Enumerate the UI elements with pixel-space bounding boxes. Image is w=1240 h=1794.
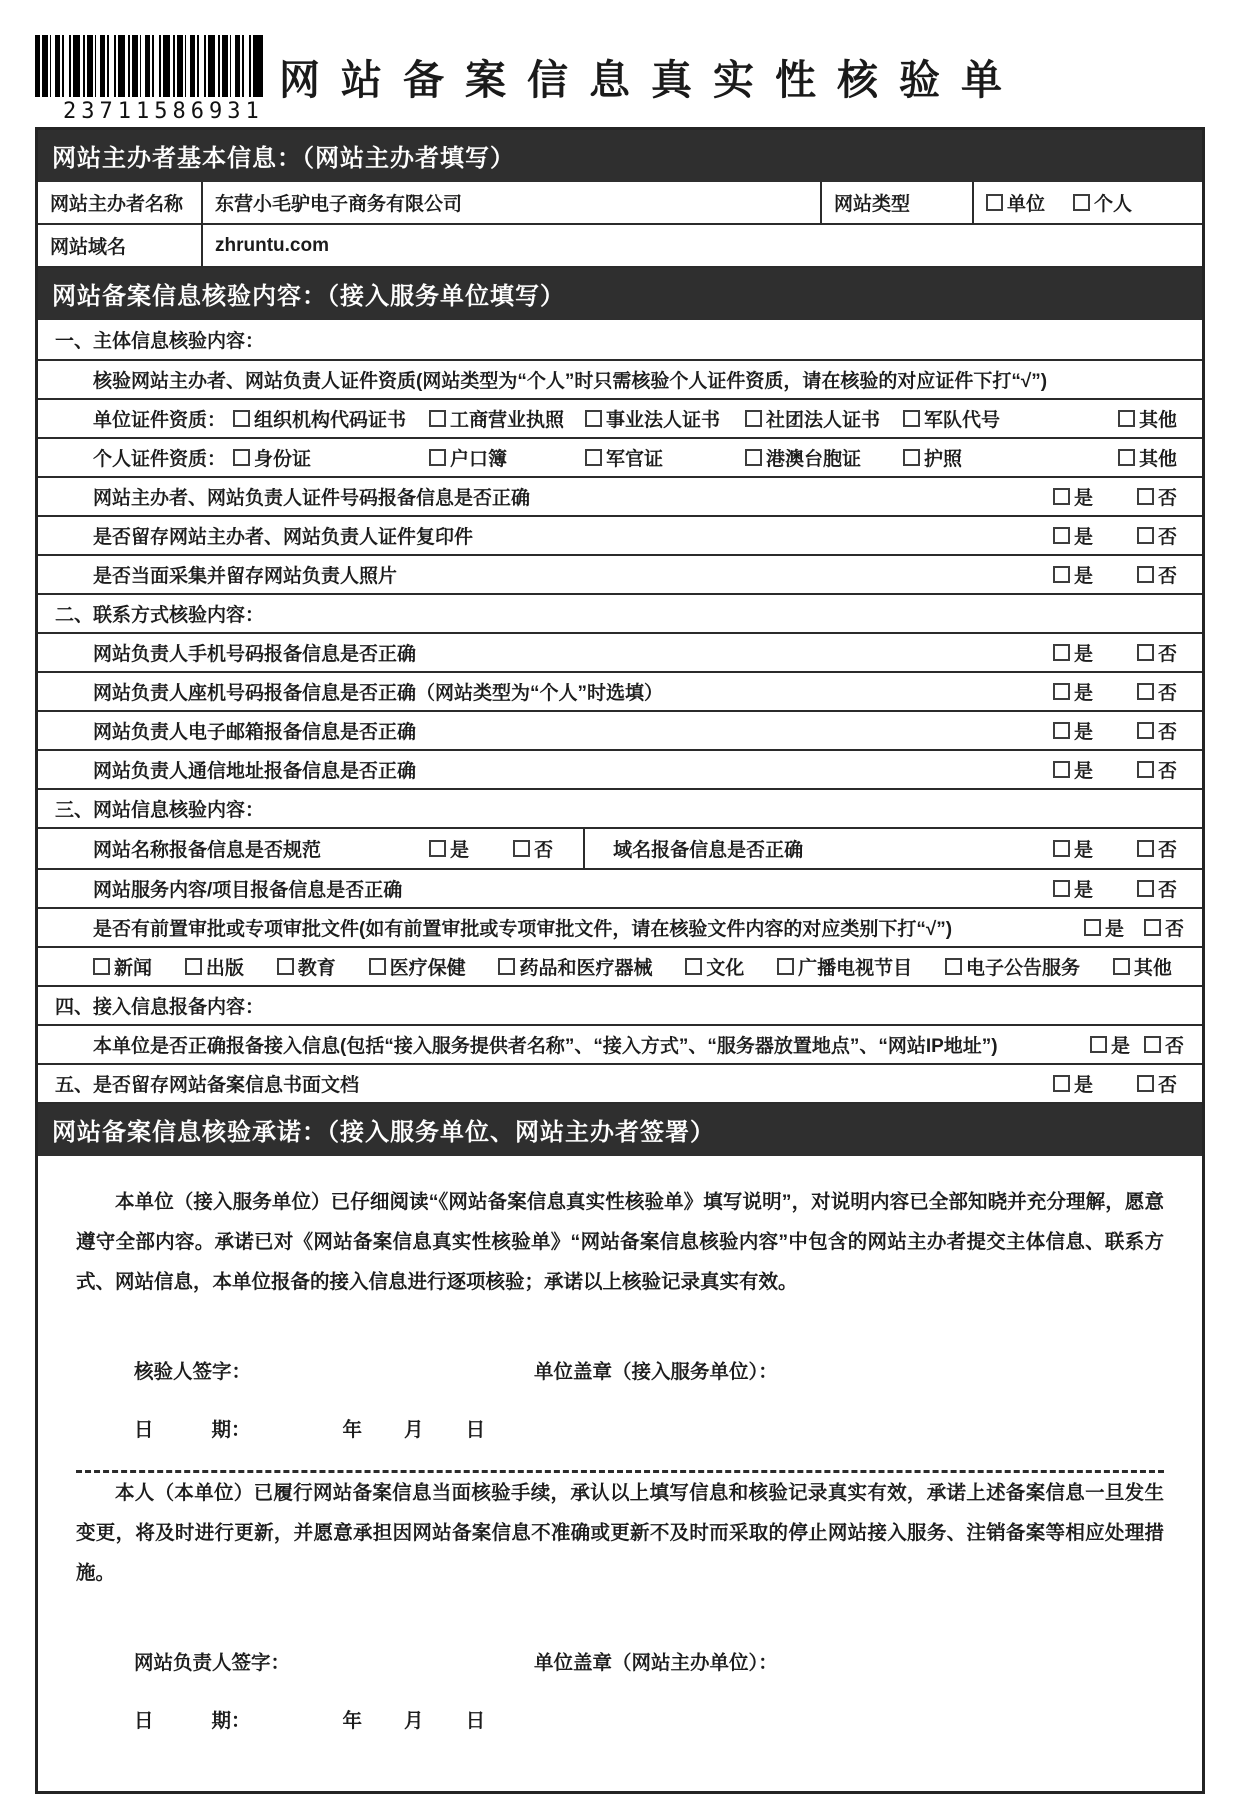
yes-no-options (1039, 483, 1177, 510)
row-cert-number-correct (38, 476, 1202, 515)
checkbox-icon[interactable] (745, 449, 762, 466)
checkbox-icon[interactable] (1118, 449, 1135, 466)
no-option[interactable] (1137, 835, 1177, 862)
no-option[interactable] (1137, 483, 1177, 510)
responsible-sign-label: 网站负责人签字： (134, 1652, 291, 1674)
yes-option[interactable] (1053, 875, 1093, 902)
checkbox-icon[interactable] (1053, 761, 1070, 778)
option-label: 教育 (297, 958, 336, 979)
checkbox-icon[interactable] (1137, 566, 1154, 583)
no-label: 否 (1164, 919, 1184, 940)
checkbox-icon[interactable] (585, 410, 602, 427)
row-label: 本单位是否正确报备接入信息(包括“接入服务提供者名称”、“接入方式”、“服务器放置地点”、“网站IP地址”) (93, 1036, 998, 1057)
yes-option[interactable] (1053, 1070, 1093, 1097)
checkbox-icon[interactable] (1137, 527, 1154, 544)
checkbox-icon[interactable] (1053, 1075, 1070, 1092)
no-option[interactable] (1137, 1070, 1177, 1097)
checkbox-icon[interactable] (1053, 840, 1070, 857)
checkbox-icon[interactable] (745, 410, 762, 427)
verification-form (35, 127, 1205, 1794)
yes-no-options (1039, 561, 1177, 588)
row-email-correct (38, 710, 1202, 749)
personal-cert-household-option[interactable] (429, 444, 585, 471)
checkbox-icon[interactable] (1053, 488, 1070, 505)
no-label: 否 (1157, 840, 1177, 861)
yes-no-options (1039, 522, 1177, 549)
row-label: 是否当面采集并留存网站负责人照片 (93, 566, 398, 587)
personal-cert-id-option[interactable] (233, 444, 429, 471)
checkbox-icon[interactable] (1090, 1036, 1107, 1053)
verify-section-header: 网站备案信息核验内容：（接入服务单位填写） (38, 266, 1202, 320)
yes-option[interactable] (1053, 678, 1093, 705)
row-label: 网站负责人座机号码报备信息是否正确（网站类型为“个人”时选填） (93, 683, 664, 704)
row-service-content-correct (38, 868, 1202, 907)
unit-cert-business-license-option[interactable] (429, 405, 585, 432)
checkbox-icon[interactable] (1084, 919, 1101, 936)
unit-cert-institution-option[interactable] (585, 405, 745, 432)
checkbox-icon[interactable] (1137, 840, 1154, 857)
domain-label: 网站域名 (50, 237, 127, 258)
option-label: 电子公告服务 (966, 958, 1081, 979)
no-label: 否 (1157, 566, 1177, 587)
website-type-options (972, 182, 1202, 223)
checkbox-icon[interactable] (986, 194, 1003, 211)
row-paper-doc-kept (38, 1063, 1202, 1102)
owner-name-value: 东营小毛驴电子商务有限公司 (201, 182, 820, 223)
row-pre-approval (38, 907, 1202, 946)
no-label: 否 (1157, 761, 1177, 782)
checkbox-icon[interactable] (1137, 1075, 1154, 1092)
part1-title: 一、主体信息核验内容： (55, 331, 265, 352)
unit-cert-row (38, 398, 1202, 437)
option-label: 出版 (205, 958, 244, 979)
checkbox-icon[interactable] (1053, 527, 1070, 544)
row-label: 网站主办者、网站负责人证件号码报备信息是否正确 (93, 488, 531, 509)
no-option[interactable] (1137, 522, 1177, 549)
no-option[interactable] (1144, 1031, 1184, 1058)
checkbox-icon[interactable] (1137, 880, 1154, 897)
no-option[interactable] (1137, 875, 1177, 902)
yes-no-options (1039, 756, 1177, 783)
domain-value: zhruntu.com (201, 225, 1202, 266)
verifier-signature-row (76, 1356, 1164, 1384)
option-label: 文化 (706, 958, 745, 979)
approval-news-option[interactable] (93, 953, 152, 980)
yes-no-options (1084, 914, 1184, 941)
yes-label: 是 (1073, 880, 1093, 901)
unit-cert-label: 单位证件资质： (93, 410, 227, 431)
no-label: 否 (1157, 1075, 1177, 1096)
option-label: 组织机构代码证书 (254, 410, 407, 431)
yes-label: 是 (1073, 566, 1093, 587)
yes-label: 是 (1073, 527, 1093, 548)
owner-section-header: 网站主办者基本信息：（网站主办者填写） (38, 130, 1202, 182)
personal-cert-passport-option[interactable] (903, 444, 1021, 471)
option-label: 医疗保健 (389, 958, 466, 979)
verifier-sign-label: 核验人签字： (134, 1361, 252, 1383)
yes-option[interactable] (1053, 561, 1093, 588)
unit-cert-association-option[interactable] (745, 405, 903, 432)
no-option[interactable] (513, 835, 553, 862)
yes-label: 是 (1073, 722, 1093, 743)
personal-cert-other-option[interactable] (1118, 444, 1177, 471)
checkbox-icon[interactable] (777, 958, 794, 975)
page-title: 网站备案信息真实性核验单 (279, 57, 1023, 103)
yes-option[interactable] (1053, 835, 1093, 862)
checkbox-icon[interactable] (233, 410, 250, 427)
yes-label: 是 (1073, 683, 1093, 704)
unit-seal-label-2: 单位盖章（网站主办单位）： (534, 1652, 778, 1674)
yes-option[interactable] (1053, 756, 1093, 783)
checkbox-icon[interactable] (93, 958, 110, 975)
bottom-padding (76, 1733, 1164, 1791)
approval-education-option[interactable] (277, 953, 336, 980)
promise-section-header: 网站备案信息核验承诺：（接入服务单位、网站主办者签署） (38, 1102, 1202, 1156)
yes-no-options (1039, 717, 1177, 744)
checkbox-icon[interactable] (369, 958, 386, 975)
website-type-label: 网站类型 (820, 182, 972, 223)
date-word: 日 (134, 1710, 154, 1732)
row-photo-collected (38, 554, 1202, 593)
website-type-unit-label: 单位 (1007, 194, 1046, 215)
checkbox-icon[interactable] (1137, 644, 1154, 661)
no-option[interactable] (1137, 756, 1177, 783)
no-label: 否 (1157, 644, 1177, 665)
checkbox-icon[interactable] (1144, 1036, 1161, 1053)
checkbox-icon[interactable] (513, 840, 530, 857)
page-header (35, 35, 1205, 127)
checkbox-icon[interactable] (498, 958, 515, 975)
unit-cert-military-option[interactable] (903, 405, 1021, 432)
no-option[interactable] (1137, 639, 1177, 666)
part4-title: 四、接入信息报备内容： (38, 985, 1202, 1024)
checkbox-icon[interactable] (1137, 722, 1154, 739)
no-label: 否 (1157, 683, 1177, 704)
option-label: 社团法人证书 (766, 410, 881, 431)
approval-publishing-option[interactable] (185, 953, 244, 980)
website-type-unit-option[interactable] (986, 189, 1045, 216)
option-label: 军官证 (606, 449, 664, 470)
yes-no-options (1039, 1070, 1177, 1097)
option-label: 其他 (1138, 449, 1177, 470)
no-label: 否 (1157, 880, 1177, 901)
yes-option[interactable] (1053, 483, 1093, 510)
promise-paragraph-2: 本人（本单位）已履行网站备案信息当面核验手续，承认以上填写信息和核验记录真实有效，承诺上述备案信息一旦发生变更，将及时进行更新，并愿意承担因网站备案信息不准确或更新不及时而采取的停止网站接入服务、注销备案等相应处理措施。 (76, 1482, 1164, 1584)
yes-option[interactable] (1084, 914, 1124, 941)
row-cert-copy-kept (38, 515, 1202, 554)
yes-label: 是 (1073, 840, 1093, 861)
yes-label: 是 (450, 840, 470, 861)
option-label: 军队代号 (924, 410, 1001, 431)
date-year: 年 (342, 1710, 363, 1732)
checkbox-icon[interactable] (429, 410, 446, 427)
row-landline-correct (38, 671, 1202, 710)
option-label: 户口簿 (450, 449, 508, 470)
approval-pharma-option[interactable] (498, 953, 652, 980)
date-day: 日 (465, 1710, 486, 1732)
row-name-and-domain-check (38, 827, 1202, 868)
row-label: 五、是否留存网站备案信息书面文档 (55, 1075, 360, 1096)
checkbox-icon[interactable] (1113, 958, 1130, 975)
personal-cert-row (38, 437, 1202, 476)
row-label: 域名报备信息是否正确 (613, 840, 804, 861)
checkbox-icon[interactable] (1053, 880, 1070, 897)
approval-bbs-option[interactable] (945, 953, 1080, 980)
date-word: 日 (134, 1419, 154, 1441)
row-label: 网站名称报备信息是否规范 (93, 840, 322, 861)
yes-no-options (1039, 875, 1177, 902)
yes-no-options (1090, 1031, 1184, 1058)
unit-seal-label-1: 单位盖章（接入服务单位）： (534, 1361, 778, 1383)
checkbox-icon[interactable] (585, 449, 602, 466)
approval-category-row (38, 946, 1202, 985)
website-type-personal-label: 个人 (1094, 194, 1133, 215)
barcode-icon (35, 35, 263, 97)
barcode-block (35, 35, 267, 124)
checkbox-icon[interactable] (429, 449, 446, 466)
checkbox-icon[interactable] (1137, 683, 1154, 700)
date-month: 月 (404, 1419, 424, 1441)
date-year: 年 (342, 1419, 363, 1441)
approval-culture-option[interactable] (685, 953, 744, 980)
yes-no-options (415, 835, 553, 862)
date-row-1 (76, 1414, 1164, 1442)
part2-title: 二、联系方式核验内容： (38, 593, 1202, 632)
checkbox-icon[interactable] (1053, 683, 1070, 700)
approval-healthcare-option[interactable] (369, 953, 466, 980)
option-label: 其他 (1138, 410, 1177, 431)
option-label: 其他 (1133, 958, 1172, 979)
website-type-personal-option[interactable] (1073, 189, 1132, 216)
row-mobile-correct (38, 632, 1202, 671)
row-address-correct (38, 749, 1202, 788)
cert-note-row: 核验网站主办者、网站负责人证件资质(网站类型为“个人”时只需核验个人证件资质，请在核验的对应证件下打“√”) (38, 359, 1202, 398)
checkbox-icon[interactable] (233, 449, 250, 466)
date-row-2 (76, 1705, 1164, 1733)
checkbox-icon[interactable] (1144, 919, 1161, 936)
checkbox-icon[interactable] (1073, 194, 1090, 211)
owner-info-row (38, 182, 1202, 223)
option-label: 新闻 (114, 958, 153, 979)
owner-name-label: 网站主办者名称 (50, 194, 184, 215)
option-label: 药品和医疗器械 (519, 958, 653, 979)
row-label: 网站负责人通信地址报备信息是否正确 (93, 761, 417, 782)
yes-label: 是 (1073, 761, 1093, 782)
option-label: 护照 (924, 449, 963, 470)
row-label: 网站负责人电子邮箱报备信息是否正确 (93, 722, 417, 743)
no-option[interactable] (1144, 914, 1184, 941)
date-day: 日 (465, 1419, 486, 1441)
responsible-signature-row (76, 1647, 1164, 1675)
yes-option[interactable] (1053, 522, 1093, 549)
yes-label: 是 (1073, 644, 1093, 665)
checkbox-icon[interactable] (1137, 761, 1154, 778)
option-label: 身份证 (254, 449, 312, 470)
promise-paragraph-1: 本单位（接入服务单位）已仔细阅读“《网站备案信息真实性核验单》填写说明”，对说明内容已全部知晓并充分理解，愿意遵守全部内容。承诺已对《网站备案信息真实性核验单》“网站备案信息核验内容”中包含的网站主办者提交主体信息、联系方式、网站信息，本单位报备的接入信息进行逐项核验；承诺以上核验记录真实有效。 (76, 1191, 1164, 1293)
checkbox-icon[interactable] (1053, 722, 1070, 739)
option-label: 工商营业执照 (450, 410, 565, 431)
approval-other-option[interactable] (1113, 953, 1172, 980)
personal-cert-label: 个人证件资质： (93, 449, 227, 470)
date-word: 期： (211, 1710, 251, 1732)
option-label: 广播电视节目 (798, 958, 913, 979)
domain-row (38, 223, 1202, 266)
yes-label: 是 (1073, 488, 1093, 509)
no-option[interactable] (1137, 717, 1177, 744)
no-option[interactable] (1137, 561, 1177, 588)
row-label: 是否留存网站主办者、网站负责人证件复印件 (93, 527, 474, 548)
yes-no-options (1039, 639, 1177, 666)
yes-option[interactable] (1090, 1031, 1130, 1058)
yes-no-options (1039, 678, 1177, 705)
yes-option[interactable] (429, 835, 469, 862)
yes-label: 是 (1104, 919, 1124, 940)
checkbox-icon[interactable] (903, 410, 920, 427)
checkbox-icon[interactable] (685, 958, 702, 975)
part3-title: 三、网站信息核验内容： (38, 788, 1202, 827)
yes-no-options (1039, 835, 1177, 862)
yes-label: 是 (1110, 1036, 1130, 1057)
row-access-info-correct (38, 1024, 1202, 1063)
yes-option[interactable] (1053, 639, 1093, 666)
checkbox-icon[interactable] (1053, 644, 1070, 661)
checkbox-icon[interactable] (429, 840, 446, 857)
personal-cert-officer-option[interactable] (585, 444, 745, 471)
option-label: 事业法人证书 (606, 410, 721, 431)
date-month: 月 (404, 1710, 424, 1732)
row-label: 是否有前置审批或专项审批文件(如有前置审批或专项审批文件，请在核验文件内容的对应类别下打“√”) (93, 919, 953, 940)
checkbox-icon[interactable] (903, 449, 920, 466)
unit-cert-org-code-option[interactable] (233, 405, 429, 432)
checkbox-icon[interactable] (1053, 566, 1070, 583)
domain-check (585, 829, 1202, 868)
approval-broadcast-option[interactable] (777, 953, 912, 980)
yes-option[interactable] (1053, 717, 1093, 744)
no-option[interactable] (1137, 678, 1177, 705)
promise-body (38, 1156, 1202, 1791)
row-label: 网站服务内容/项目报备信息是否正确 (93, 880, 403, 901)
no-label: 否 (1157, 488, 1177, 509)
checkbox-icon[interactable] (945, 958, 962, 975)
no-label: 否 (1157, 527, 1177, 548)
checkbox-icon[interactable] (185, 958, 202, 975)
yes-label: 是 (1073, 1075, 1093, 1096)
personal-cert-hmt-option[interactable] (745, 444, 903, 471)
checkbox-icon[interactable] (1118, 410, 1135, 427)
checkbox-icon[interactable] (277, 958, 294, 975)
option-label: 港澳台胞证 (766, 449, 862, 470)
website-name-check (38, 829, 585, 868)
no-label: 否 (1164, 1036, 1184, 1057)
barcode-number: 23711586931 (63, 99, 264, 124)
unit-cert-other-option[interactable] (1118, 405, 1177, 432)
row-label: 网站负责人手机号码报备信息是否正确 (93, 644, 417, 665)
no-label: 否 (1157, 722, 1177, 743)
checkbox-icon[interactable] (1137, 488, 1154, 505)
date-word: 期： (211, 1419, 251, 1441)
no-label: 否 (534, 840, 554, 861)
